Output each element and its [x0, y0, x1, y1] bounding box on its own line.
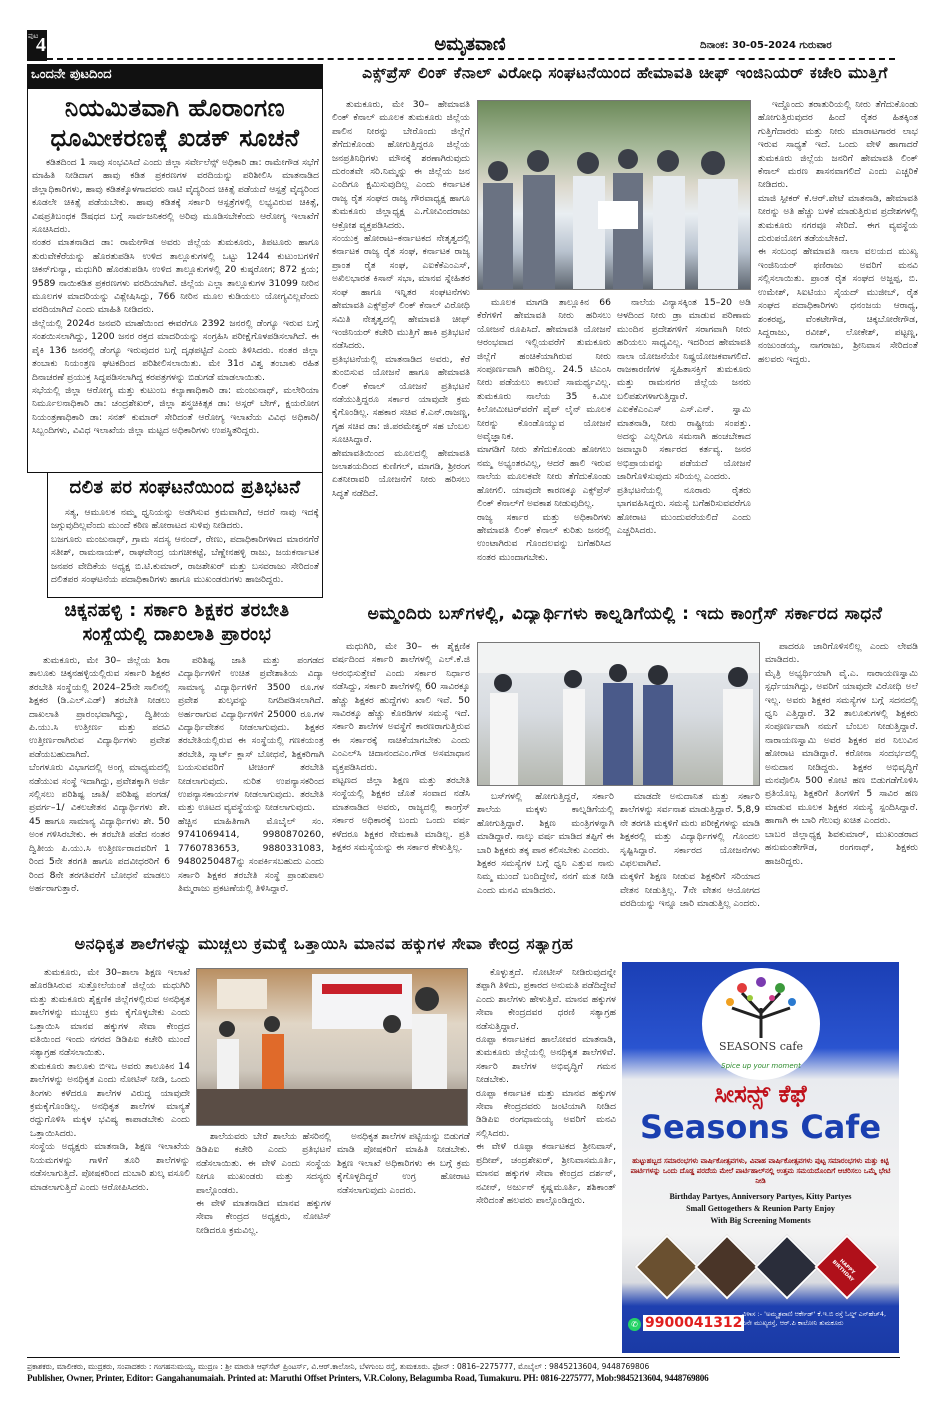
tree-logo-icon [702, 968, 820, 1048]
headline-chikkanahalli-1: ಚಿಕ್ಕನಹಳ್ಳಿ : ಸರ್ಕಾರಿ ಶಿಕ್ಷಕರ ತರಬೇತಿ [64, 600, 290, 621]
ad-description-english-1: Birthday Partyes, Anniversory Partyes, Kitty Partyes [669, 1192, 852, 1201]
header-divider [47, 58, 895, 60]
ad-address: ವಿಳಾಸ :- 'ಅಮ್ಮೃತವಾಣಿ ಆರ್ಕೇಡ್' ಕೆ.ಇ.ಬಿ ರಸ್ತೆ ಓಲ್ಡ್ ಎನ್‌ಹೆಚ್4, ಪಿನೇ ಮುಖ್ಯರಸ್ತೆ, ಆರ್.ಪಿ ಕಾಲೋನಿ ತುಮಕೂರು [742, 1310, 887, 1327]
headline-unauthorised-schools: ಅನಧಿಕೃತ ಶಾಲೆಗಳನ್ನು ಮುಚ್ಚಲು ಕ್ರಮಕ್ಕೆ ಒತ್ತಾಯಿಸಿ ಮಾನವ ಹಕ್ಕುಗಳ ಸೇವಾ ಕೇಂದ್ರ ಸತ್ಯಾಗ್ರಹ [74, 934, 574, 953]
ad-name-kannada: ಸೀಸನ್ಸ್ ಕೆಫೆ [714, 1080, 807, 1108]
article-column: ಕೊಳ್ಳುತ್ತದೆ. ನೋಟೀಸ್ ನೀಡಿರುವುದನ್ನೇ ತಪ್ಪಾಗಿ ತಿಳಿದು, ಪ್ರಕಾರದ ಅನುಮತಿ ಪಡೆದಿದ್ದೇವೆ ಎಂದು ಶಾಲೆಗಳು ಹೇಳುತ್ತಿವೆ. ಮಾನವ ಹಕ್ಕುಗಳ ಸೇವಾ ಕೇಂದ್ರದವರ ಧರಣಿ ಸತ್ಯಾಗ್ರಹ ನಡೆಸುತ್ತಿದ್ದಾರೆ. ರೂಪ್ಪಾ ಕರ್ನಾಟಕದ ಹಾಲೋವರ ಮಾತನಾಡಿ, ತುಮಕೂರು ಜಿಲ್ಲೆಯಲ್ಲಿ ಅನಧಿಕೃತ ಶಾಲೆಗಳಿವೆ. ಸರ್ಕಾರಿ ಶಾಲೆಗಳ ಅಭಿವೃದ್ಧಿಗೆ ಗಮನ ನೀಡಬೇಕು. ರೂಪ್ಪಾ ಕರ್ನಾಟಕ ಮತ್ತು ಮಾನವ ಹಕ್ಕುಗಳ ಸೇವಾ ಕೇಂದ್ರದವರು ಜಂಟಿಯಾಗಿ ನೀಡಿದ ಡಿಡಿಪಿಐ ರಂಗಧಾಮಯ್ಯ ಅವರಿಗೆ ಮನವಿ ಸಲ್ಲಿಸಿದರು. ಈ ವೇಳೆ ರೂಪ್ಪಾ ಕರ್ನಾಟಕದ ಶ್ರೀನಿವಾಸ್, ಪ್ರದೀಪ್, ಚಂದ್ರಶೇಖರ್, ಶ್ರೀನಿವಾಸಮೂರ್ತಿ, ಮಾನವ ಹಕ್ಕುಗಳ ಸೇವಾ ಕೇಂದ್ರದ ದರ್ಶನ್, ನವೀನ್, ಅರ್ಜುನ್ ಕೃಷ್ಣಮೂರ್ತಿ, ಶಶಿಕಾಂತ್ ಸೇರಿದಂತೆ ಹಲವರು ಪಾಲ್ಗೊಂಡಿದ್ದರು. [476, 967, 616, 1206]
article-column: ಪಾದರೂ ಜಾರಿಗೊಳಿಸಲಿಲ್ಲ ಎಂದು ಲೇವಡಿ ಮಾಡಿದರು. ಮೈತ್ರಿ ಅಭ್ಯರ್ಥಿಯಾಗಿ ವೈ.ಎ. ನಾರಾಯಣಸ್ವಾಮಿ ಸ್ಪರ್ಧೆಯಾಗಿದ್ದು, ಅವರಿಗೆ ಯಾವುದೇ ವಿರೋಧಿ ಅಲೆ ಇಲ್ಲ. ಅವರು ಶಿಕ್ಷಕರ ಸಮಸ್ಯೆಗಳ ಬಗ್ಗೆ ಸದನದಲ್ಲಿ ಧ್ವನಿ ಎತ್ತಿದ್ದಾರೆ. 32 ತಾಲೂಕುಗಳಲ್ಲಿ ಶಿಕ್ಷಕರು ಸಂಪೂರ್ಣವಾಗಿ ನಮಗೆ ಬೆಂಬಲ ನೀಡುತ್ತಿದ್ದಾರೆ. ನಾರಾಯಣಸ್ವಾಮಿ ಅವರ ಶಿಕ್ಷಕರ ಪರ ನಿಲುವಿನ ಹೋರಾಟ ಮಾಡಿದ್ದಾರೆ. ಕರೋನಾ ಸಂದರ್ಭದಲ್ಲಿ ಅನುದಾನ ನೀಡಿದ್ದರು. ಶಿಕ್ಷಕರ ಅಭಿವೃದ್ಧಿಗೆ ಮನವೊಲಿಸಿ 500 ಕೋಟಿ ಹಣ ಬಿಡುಗಡೆಗೊಳಿಸಿ ಪ್ರತಿಯೊಬ್ಬ ಶಿಕ್ಷಕರಿಗೆ ತಿಂಗಳಿಗೆ 5 ಸಾವಿರ ಹಣ ಮಾಡುವ ಮೂಲಕ ಶಿಕ್ಷಕರ ಸಮಸ್ಯೆ ಸ್ಪಂದಿಸಿದ್ದಾರೆ. ಹಾಗಾಗಿ ಈ ಬಾರಿ ಗೆಲುವು ಖಚಿತ ಎಂದರು. ಬಾಬರ ಜಿಲ್ಲಾಧ್ಯಕ್ಷ ಶಿವಕುಮಾರ್, ಮುಖಂಡರಾದ ಹನುಮಂತೇಗೌಡ, ರಂಗನಾಥ್, ಶಿಕ್ಷಕರು ಹಾಜರಿದ್ದರು. [765, 641, 918, 867]
photo-people-illustration [197, 969, 468, 1126]
article-column: ಶಾಲೆಯವರು ಬೇರೆ ಶಾಲೆಯ ಹೆಸರಿನಲ್ಲಿ ಡಿಡಿಪಿಐ ಕಚೇರಿ ಎಂದು ಪ್ರತಿಭಟನೆ ನಡೆಸಲಾಯಿತು. ಈ ವೇಳೆ ಎಂದು ಸಂಸ್ಥೆಯ ನೀಗೂ ಮುಖಂಡರು ಮತ್ತು ಸದಸ್ಯರು ಪಾಲ್ಗೊಂಡರು. ಈ ವೇಳೆ ಮಾತನಾಡಿದ ಮಾನವ ಹಕ್ಕುಗಳ ಸೇವಾ ಕೇಂದ್ರದ ಅಧ್ಯಕ್ಷರು, ನೋಟಿಸ್ ನೀಡಿದರೂ ಕ್ರಮವಿಲ್ಲ. [196, 1131, 331, 1236]
headline-fumigation-1: ನಿಯಮಿತವಾಗಿ ಹೊರಾಂಗಣ [64, 94, 286, 122]
headline-express-canal: ಎಕ್ಸ್‌ಪ್ರೆಸ್ ಲಿಂಕ್ ಕೆನಾಲ್ ವಿರೋಧಿ ಸಂಘಟನೆಯಿಂದ ಹೇಮಾವತಿ ಚೀಫ್ ಇಂಜಿನಿಯರ್ ಕಚೇರಿ ಮುತ್ತಿಗೆ [362, 64, 888, 82]
paper-name: ಅಮೃತವಾಣಿ [434, 34, 506, 55]
photo-people-illustration [478, 643, 760, 786]
article-column: ನಾಲೆಯ ವಿನ್ಯಾಸಕ್ಕಿಂತ 15–20 ಅಡಿ ಆಳದಿಂದ ನೀರು ಡ್ರಾ ಮಾಡುವ ಪರಿಣಾಮ ಮುಂದಿನ ಪ್ರದೇಶಗಳಿಗೆ ಸರಾಗವಾಗಿ ನೀರು ಹರಿಯಲು ಸಾಧ್ಯವಿಲ್ಲ. ಇದರಿಂದ ಹೇಮಾವತಿ ನಾಲಾ ಯೋಜನೆಯೇ ನಿಷ್ಪ್ರಯೋಜಕವಾಗಲಿದೆ. ರಾಜಕಾರಣಿಗಳ ಸ್ವಹಿತಾಸಕ್ತಿಗೆ ತುಮಕೂರು ಮತ್ತು ರಾಮನಗರ ಜಿಲ್ಲೆಯ ಜನರು ಬಲಿಪಶುಗಳಾಗುತ್ತಿದ್ದಾರೆ. ಎಐಕೆಕೆಎಂಎಸ್ ಎಸ್.ಎನ್. ಸ್ವಾಮಿ ಮಾತನಾಡಿ, ನೀರು ರಾಷ್ಟ್ರೀಯ ಸಂಪತ್ತು. ಅದನ್ನು ಎಲ್ಲರಿಗೂ ಸಮನಾಗಿ ಹಂಚಬೇಕಾದ ಜವಾಬ್ದಾರಿ ಸರ್ಕಾರದ ಕರ್ತವ್ಯ. ಜನರ ಅಭಿಪ್ರಾಯವನ್ನು ಪಡೆಯದೆ ಯೋಜನೆ ಜಾರಿಗೊಳಿಸುವುದು ಸರಿಯಲ್ಲ ಎಂದರು. ಪ್ರತಿಭಟನೆಯಲ್ಲಿ ನೂರಾರು ರೈತರು ಭಾಗವಹಿಸಿದ್ದರು. ಸಮಸ್ಯೆ ಬಗೆಹರಿಸುವವರೆಗೂ ಹೋರಾಟ ಮುಂದುವರೆಯಲಿದೆ ಎಂದು ಎಚ್ಚರಿಸಿದರು. [617, 297, 751, 536]
article-column: ತುಮಕೂರು, ಮೇ 30– ಹೇಮಾವತಿ ಲಿಂಕ್ ಕೆನಾಲ್ ಮೂಲಕ ತುಮಕೂರು ಜಿಲ್ಲೆಯ ಪಾಲಿನ ನೀರನ್ನು ಬೇರೊಂದು ಜಿಲ್ಲೆಗೆ ತೆಗೆದುಕೊಂಡು ಹೋಗುತ್ತಿದ್ದರೂ ಜಿಲ್ಲೆಯ ಜನಪ್ರತಿನಿಧಿಗಳು ಮೌನಕ್ಕೆ ಶರಣಾಗಿರುವುದು ದುರಂತವೇ ಸರಿ.ನಿಮ್ಮನ್ನು ಈ ಜಿಲ್ಲೆಯ ಜನ ಎಂದಿಗೂ ಕ್ಷಮಿಸುವುದಿಲ್ಲ ಎಂದು ಕರ್ನಾಟಕ ರಾಜ್ಯ ರೈತ ಸಂಘದ ರಾಜ್ಯ ಗೌರವಾಧ್ಯಕ್ಷ ಹಾಗೂ ತುಮಕೂರು ಜಿಲ್ಲಾಧ್ಯಕ್ಷ ಎ.ಗೋವಿಂದರಾಜು ಆಕ್ರೋಶ ವ್ಯಕ್ತಪಡಿಸಿದರು. ಸಂಯುಕ್ತ ಹೋರಾಟ–ಕರ್ನಾಟಕದ ನೇತೃತ್ವದಲ್ಲಿ ಕರ್ನಾಟಕ ರಾಜ್ಯ ರೈತ ಸಂಘ, ಕರ್ನಾಟಕ ರಾಜ್ಯ ಪ್ರಾಂತ ರೈತ ಸಂಘ, ಎಐಕೆಕೆಎಂಎಸ್, ಅಖಿಲಭಾರತ ಕಿಸಾನ್ ಸಭಾ, ಮಾನವ ಸ್ನೇಹಿತರ ಸಂಘ ಹಾಗೂ ಇನ್ನಿತರ ಸಂಘಟನೆಗಳು ಹೇಮಾವತಿ ಎಕ್ಸ್‌ಪ್ರೆಸ್ ಲಿಂಕ್ ಕೆನಾಲ್ ವಿರೋಧಿ ಸಮಿತಿ ನೇತೃತ್ವದಲ್ಲಿ ಹೇಮಾವತಿ ಚೀಫ್ ಇಂಜಿನಿಯರ್ ಕಚೇರಿ ಮುತ್ತಿಗೆ ಹಾಕಿ ಪ್ರತಿಭಟನೆ ನಡೆಸಿದರು. ಪ್ರತಿಭಟನೆಯಲ್ಲಿ ಮಾತನಾಡಿದ ಅವರು, ಕೆರೆ ತುಂಬಿಸುವ ಯೋಜನೆ ಹಾಗೂ ಹೇಮಾವತಿ ಲಿಂಕ್ ಕೆನಾಲ್ ಯೋಜನೆ ಪ್ರತಿಭಟನೆ ನಡೆಯುತ್ತಿದ್ದರೂ ಸರ್ಕಾರ ಯಾವುದೇ ಕ್ರಮ ಕೈಗೊಂಡಿಲ್ಲ. ಸಹಕಾರ ಸಚಿವ ಕೆ.ಎನ್.ರಾಜಣ್ಣ, ಗೃಹ ಸಚಿವ ಡಾ: ಜಿ.ಪರಮೇಶ್ವರ್ ಸಹ ಬೆಂಬಲ ಸೂಚಿಸಿದ್ದಾರೆ. ಹೇಮಾವತಿಯಿಂದ ಮೂಲದಲ್ಲಿ ಹೇಮಾವತಿ ಜಲಾಶಯದಿಂದ ಕುಣಿಗಲ್, ಮಾಗಡಿ, ಶ್ರೀರಂಗ ಏತನೀರಾವರಿ ಯೋಜನೆಗೆ ನೀರು ಹರಿಸಲು ಸಿದ್ಧತೆ ನಡೆದಿದೆ. [332, 99, 470, 499]
imprint-kannada: ಪ್ರಕಾಶಕರು, ಮಾಲೀಕರು, ಮುದ್ರಕರು, ಸಂಪಾದಕರು : ಗಂಗಹನುಮಯ್ಯ, ಮುದ್ರಣ : ಶ್ರೀ ಮಾರುತಿ ಆಫ್‌ಸೆಟ್ ಪ್ರಿಂಟರ್ಸ್, ವಿ.ಆರ್.ಕಾಲೋನಿ, ಬೆಳಗುಂಬ ರಸ್ತೆ, ತುಮಕೂರು. ಫೋನ್ : 0816–2275777, ಮೊಬೈಲ್ : 9845213604, 9448769806 [27, 1362, 650, 1371]
ad-photo-birthday [814, 1234, 879, 1299]
ad-photo-screen [754, 1234, 819, 1299]
logo-wordmark: SEASONS cafe [718, 1040, 804, 1053]
photo-people-illustration [478, 101, 751, 290]
page-label: ಪುಟ [28, 32, 39, 40]
page-number: 4 [36, 34, 46, 56]
article-column: ಇದ್ದೊಂದು ತರಾತುರಿಯಲ್ಲಿ ನೀರು ತೆಗೆದುಕೊಂಡು ಹೋಗುತ್ತಿರುವುದರ ಹಿಂದೆ ರೈತರ ಹಿತಕ್ಕಿಂತ ಗುತ್ತಿಗೆದಾರರು ಮತ್ತು ನೀರು ಮಾರಾಟಗಾರರ ಲಾಭ ಇರುವ ಸಾಧ್ಯತೆ ಇದೆ. ಒಂದು ವೇಳೆ ಹಾಗಾದರೆ ತುಮಕೂರು ಜಿಲ್ಲೆಯ ಜನರಿಗೆ ಹೇಮಾವತಿ ಲಿಂಕ್ ಕೆನಾಲ್ ಮರಣ ಶಾಸನವಾಗಲಿದೆ ಎಂದು ಎಚ್ಚರಿಕೆ ನೀಡಿದರು. ಮಾಜಿ ಸ್ಪೀಕರ್ ಕೆ.ಆರ್.ಪೇಟೆ ಮಾತನಾಡಿ, ಹೇಮಾವತಿ ನೀರನ್ನು ಅತಿ ಹೆಚ್ಚು ಬಳಕೆ ಮಾಡುತ್ತಿರುವ ಪ್ರದೇಶಗಳಲ್ಲಿ ತುಮಕೂರು ನಗರವೂ ಸೇರಿದೆ. ಈಗ ವ್ಯವಸ್ಥೆಯ ದುರುಪಯೋಗ ತಡೆಯಬೇಕಿದೆ. ಈ ಸಂಬಂಧ ಹೇಮಾವತಿ ನಾಲಾ ವಲಯದ ಮುಖ್ಯ ಇಂಜಿನಿಯರ್ ಫಣಿರಾಜು ಅವರಿಗೆ ಮನವಿ ಸಲ್ಲಿಸಲಾಯಿತು. ಪ್ರಾಂತ ರೈತ ಸಂಘದ ಅಜ್ಜಪ್ಪ, ಬಿ. ಉಮೇಶ್, ಸಿಐಟಿಯು ಸೈಯದ್ ಮುಜೀಬ್, ರೈತ ಸಂಘದ ಪದಾಧಿಕಾರಿಗಳು ಧನಂಜಯ ಆರಾಧ್ಯ, ಶಂಕರಪ್ಪ, ವೆಂಕಟೇಗೌಡ, ಚಿಕ್ಕಬೋರೇಗೌಡ, ಸಿದ್ದರಾಜು, ರವೀಶ್, ಲೋಕೇಶ್, ಪಟ್ಟಣ್ಣ, ನಂಜುಂಡಯ್ಯ, ನಾಗರಾಜು, ಶ್ರೀನಿವಾಸ ಸೇರಿದಂತೆ ಹಲವರು ಇದ್ದರು. [758, 99, 918, 365]
issue-date: ದಿನಾಂಕ: 30-05-2024 ಗುರುವಾರ [700, 40, 832, 51]
article-column: ತುಮಕೂರು, ಮೇ 30–ಶಾಲಾ ಶಿಕ್ಷಣ ಇಲಾಖೆ ಹೊರಡಿಸಿರುವ ಸುತ್ತೋಲೆಯಂತೆ ಜಿಲ್ಲೆಯ ಮಧುಗಿರಿ ಮತ್ತು ತುಮಕೂರು ಶೈಕ್ಷಣಿಕ ಜಿಲ್ಲೆಗಳಲ್ಲಿರುವ ಅನಧಿಕೃತ ಶಾಲೆಗಳನ್ನು ಮುಚ್ಚಲು ಕ್ರಮ ಕೈಗೊಳ್ಳಬೇಕು ಎಂದು ಒತ್ತಾಯಿಸಿ ಮಾನವ ಹಕ್ಕುಗಳ ಸೇವಾ ಕೇಂದ್ರದ ವತಿಯಿಂದ ಇಂದು ನಗರದ ಡಿಡಿಪಿಐ ಕಚೇರಿ ಮುಂದೆ ಸತ್ಯಾಗ್ರಹ ನಡೆಸಲಾಯಿತು. ತುಮಕೂರು ತಾಲೂಕು ಬಿಇಒ ಅವರು ತಾಲೂಕಿನ 14 ಶಾಲೆಗಳನ್ನು ಅನಧಿಕೃತ ಎಂದು ನೋಟಿಸ್ ನೀಡಿ, ಒಂದು ತಿಂಗಳು ಕಳೆದರೂ ಶಾಲೆಗಳ ವಿರುದ್ಧ ಯಾವುದೇ ಕ್ರಮಕೈಗೊಂಡಿಲ್ಲ. ಅನಧಿಕೃತ ಶಾಲೆಗಳ ಮಾನ್ಯತೆ ರದ್ದುಗೊಳಿಸಿ ಮಕ್ಕಳ ಭವಿಷ್ಯ ಕಾಪಾಡಬೇಕು ಎಂದು ಒತ್ತಾಯಿಸಿದರು. ಸಂಸ್ಥೆಯ ಅಧ್ಯಕ್ಷರು ಮಾತನಾಡಿ, ಶಿಕ್ಷಣ ಇಲಾಖೆಯ ನಿಯಮಗಳನ್ನು ಗಾಳಿಗೆ ತೂರಿ ಶಾಲೆಗಳನ್ನು ನಡೆಸಲಾಗುತ್ತಿದೆ. ಪೋಷಕರಿಂದ ದುಬಾರಿ ಶುಲ್ಕ ವಸೂಲಿ ಮಾಡಲಾಗುತ್ತಿದೆ ಎಂದು ಆರೋಪಿಸಿದರು. [30, 967, 190, 1193]
article-column: ಮೂಲಕ ಮಾಗಡಿ ತಾಲ್ಲೂಕಿನ 66 ಕೆರೆಗಳಿಗೆ ಹೇಮಾವತಿ ನೀರು ಹರಿಸಲು ಯೋಜನೆ ರೂಪಿಸಿದೆ. ಹೇಮಾವತಿ ಯೋಜನೆ ಆರಂಭವಾದ ಇಲ್ಲಿಯವರೆಗೆ ತುಮಕೂರು ಜಿಲ್ಲೆಗೆ ಹಂಚಿಕೆಯಾಗಿರುವ ನೀರು ಸಂಪೂರ್ಣವಾಗಿ ಹರಿದಿಲ್ಲ. 24.5 ಟಿಎಂಸಿ ನೀರು ಪಡೆಯಲು ಕಾಲುವೆ ಸಾಮರ್ಥ್ಯವಿಲ್ಲ. ತುಮಕೂರು ನಾಲೆಯ 35 ಕಿ.ಮೀ ಕಿಲೋಮೀಟರ್‌ವರೆಗೆ ಪೈಪ್ ಲೈನ್ ಮೂಲಕ ನೀರನ್ನು ಕೊಂಡೊಯ್ಯುವ ಯೋಜನೆ ಅವೈಜ್ಞಾನಿಕ. ಮಾಗಡಿಗೆ ನೀರು ತೆಗೆದುಕೊಂಡು ಹೋಗಲು ನಮ್ಮ ಅಭ್ಯಂತರವಿಲ್ಲ, ಆದರೆ ಹಾಲಿ ಇರುವ ನಾಲೆಯ ಮೂಲಕವೇ ನೀರು ತೆಗೆದುಕೊಂಡು ಹೋಗಲಿ. ಯಾವುದೇ ಕಾರಣಕ್ಕೂ ಎಕ್ಸ್‌ಪ್ರೆಸ್ ಲಿಂಕ್ ಕೆನಾಲ್‌ಗೆ ಅವಕಾಶ ನೀಡುವುದಿಲ್ಲ. ರಾಜ್ಯ ಸರ್ಕಾರ ಮತ್ತು ಅಧಿಕಾರಿಗಳು ಹೇಮಾವತಿ ಲಿಂಕ್ ಕೆನಾಲ್ ಕುರಿತು ಜನರಲ್ಲಿ ಉಂಟಾಗಿರುವ ಗೊಂದಲವನ್ನು ಬಗೆಹರಿಸಿದ ನಂತರ ಮುಂದಾಗಬೇಕು. [477, 297, 611, 563]
ad-tagline: Spice up your moment [721, 1062, 801, 1070]
ad-name-english: Seasons Cafe [639, 1108, 882, 1146]
article-column: ಬಸ್‌ಗಳಲ್ಲಿ ಹೋಗುತ್ತಿದ್ದರೆ, ಸರ್ಕಾರಿ ಶಾಲೆಯ ಮಕ್ಕಳು ಕಾಲ್ನಡಿಗೆಯಲ್ಲಿ ಹೋಗುತ್ತಿದ್ದಾರೆ. ಶಿಕ್ಷಣ ಮಂತ್ರಿಗಳನ್ನಾಗಿ ಮಾಡಿದ್ದಾರೆ. ನಾಲ್ಕು ವರ್ಷ ಮಾಡಿದ ತಪ್ಪಿಗೆ ಈ ಬಾರಿ ಶಿಕ್ಷಕರು ತಕ್ಕ ಪಾಠ ಕಲಿಸಬೇಕು ಎಂದರು. ಶಿಕ್ಷಕರ ಸಮಸ್ಯೆಗಳ ಬಗ್ಗೆ ಧ್ವನಿ ಎತ್ತುವ ನಾನು ನಿಮ್ಮ ಮುಂದೆ ಬಂದಿದ್ದೇನೆ, ನನಗೆ ಮತ ನೀಡಿ ಎಂದು ಮನವಿ ಮಾಡಿದರು. [477, 791, 614, 896]
headline-ammandiru: ಅಮ್ಮಂದಿರು ಬಸ್‌ಗಳಲ್ಲಿ, ವಿದ್ಯಾರ್ಥಿಗಳು ಕಾಲ್ನಡಿಗೆಯಲ್ಲಿ : ಇದು ಕಾಂಗ್ರೆಸ್ ಸರ್ಕಾರದ ಸಾಧನೆ [367, 604, 883, 624]
photo-satyagraha [196, 968, 468, 1126]
ad-description-kannada: ಹುಟ್ಟುಹಬ್ಬದ ಸಮಾರಂಭಗಳು ವಾರ್ಷಿಕೋತ್ಸವಗಳು, ವಿವಾಹ ವಾರ್ಷಿಕೋತ್ಸವಗಳು ಪುಟ್ಟ ಸಮಾರಂಭಗಳು ಮತ್ತು ಕಿಟ್ಟಿ ಪಾರ್ಟಿಗಳನ್ನು ಒಂದು ದೊಡ್ಡ ಪರದೆಯ ಮೇಲೆ ಪಾರ್ಟಿಹಾಲ್‌ನಲ್ಲಿ ಉತ್ತಮ ಸಮಯದೊಂದಿಗೆ ಆಚರಿಸಲು ಒಮ್ಮೆ ಭೇಟಿ ನೀಡಿ [630, 1157, 891, 1185]
article-column: ಮಧುಗಿರಿ, ಮೇ 30– ಈ ಶೈಕ್ಷಣಿಕ ವರ್ಷದಿಂದ ಸರ್ಕಾರಿ ಶಾಲೆಗಳಲ್ಲಿ ಎಲ್.ಕೆ.ಜಿ ಆರಂಭಿಸುತ್ತೇವೆ ಎಂದು ಸರ್ಕಾರ ನಿರ್ಧಾರ ನಡೆಸಿದ್ದು, ಸರ್ಕಾರಿ ಶಾಲೆಗಳಲ್ಲಿ 60 ಸಾವಿರಕ್ಕೂ ಹೆಚ್ಚು ಶಿಕ್ಷಕರ ಹುದ್ದೆಗಳು ಖಾಲಿ ಇವೆ. 50 ಸಾವಿರಕ್ಕೂ ಹೆಚ್ಚು ಕೊಠಡಿಗಳ ಸಮಸ್ಯೆ ಇದೆ. ಸರ್ಕಾರಿ ಶಾಲೆಗಳ ಅವಸ್ಥೆಗೆ ಕಾರಣರಾಗುತ್ತಿರುವ ಈ ಸರ್ಕಾರಕ್ಕೆ ನಾಚಿಕೆಯಾಗಬೇಕು ಎಂದು ಎಂಎಲ್‌ಸಿ ಚಿದಾನಂದಎಂ.ಗೌಡ ಅಸಮಾಧಾನ ವ್ಯಕ್ತಪಡಿಸಿದರು. ಪಟ್ಟಣದ ಜಿಲ್ಲಾ ಶಿಕ್ಷಣ ಮತ್ತು ತರಬೇತಿ ಸಂಸ್ಥೆಯಲ್ಲಿ ಶಿಕ್ಷಕರ ಜೊತೆ ಸಂವಾದ ನಡೆಸಿ ಮಾತನಾಡಿದ ಅವರು, ರಾಜ್ಯದಲ್ಲಿ ಕಾಂಗ್ರೆಸ್ ಸರ್ಕಾರ ಅಧಿಕಾರಕ್ಕೆ ಬಂದು ಒಂದು ವರ್ಷ ಕಳೆದರೂ ಶಿಕ್ಷಕರ ನೇಮಕಾತಿ ಮಾಡಿಲ್ಲ. ಪ್ರತಿ ಶಿಕ್ಷಕರ ಸಮಸ್ಯೆಯನ್ನು ಈ ಸರ್ಕಾರ ಕೇಳುತ್ತಿಲ್ಲ. [332, 641, 470, 854]
footer-divider [27, 1357, 900, 1358]
article-column: ಮಾಡದೇ ಅನುದಾನಿತ ಮತ್ತು ಸರ್ಕಾರಿ ಶಾಲೆಗಳನ್ನು ಸರ್ವನಾಶ ಮಾಡುತ್ತಿದ್ದಾರೆ. 5,8,9 ನೇ ತರಗತಿ ಮಕ್ಕಳಿಗೆ ಮರು ಪರೀಕ್ಷೆಗಳನ್ನು ಮಾಡಿ ಶಿಕ್ಷಕರಲ್ಲಿ ಮತ್ತು ವಿದ್ಯಾರ್ಥಿಗಳಲ್ಲಿ ಗೊಂದಲ ಸೃಷ್ಟಿಸಿದ್ದಾರೆ. ಸರ್ಕಾರದ ಯೋಜನೆಗಳು ವಿಫಲವಾಗಿವೆ. ಮಕ್ಕಳಿಗೆ ಶಿಕ್ಷಣ ನೀಡುವ ಶಿಕ್ಷಕರಿಗೆ ಸರಿಯಾದ ವೇತನ ನೀಡುತ್ತಿಲ್ಲ. 7ನೇ ವೇತನ ಆಯೋಗದ ವರದಿಯನ್ನು ಇನ್ನೂ ಜಾರಿ ಮಾಡುತ್ತಿಲ್ಲ ಎಂದರು. [620, 791, 760, 910]
ad-photo-decor [634, 1234, 699, 1299]
article-body-fumigation: ಕಡಿತದಿಂದ 1 ಸಾವು ಸಂಭವಿಸಿದೆ ಎಂದು ಜಿಲ್ಲಾ ಸರ್ವೇಲೆನ್ಸ್ ಅಧಿಕಾರಿ ಡಾ: ರಾಮೇಗೌಡ ಸಭೆಗೆ ಮಾಹಿತಿ ನೀಡಿದಾಗ ಹಾವು ಕಡಿತ ಪ್ರಕರಣಗಳ ವರದಿಯನ್ನು ಪರಿಶೀಲಿಸಿ ಮಾತನಾಡಿದ ಜಿಲ್ಲಾಧಿಕಾರಿಗಳು, ಹಾವು ಕಡಿತಕ್ಕೊಳಗಾದವರು ನಾಟಿ ವೈದ್ಯರಿಂದ ಚಿಕಿತ್ಸೆ ಪಡೆಯದೆ ಆಸ್ಪತ್ರೆ ವೈದ್ಯರಿಂದ ಕೂಡಲೇ ಚಿಕಿತ್ಸೆ ಪಡೆಯಬೇಕು. ಹಾವು ಕಡಿತಕ್ಕೆ ಸರ್ಕಾರಿ ಆಸ್ಪತ್ರೆಗಳಲ್ಲಿ ಲಭ್ಯವಿರುವ ಚಿಕಿತ್ಸೆ, ವಿಷಪ್ರತಿಬಂಧಕ ಔಷಧದ ಬಗ್ಗೆ ಸಾರ್ವಜನಿಕರಲ್ಲಿ ಅರಿವು ಮೂಡಿಸಬೇಕೆಂದು ಆರೋಗ್ಯ ಇಲಾಖೆಗೆ ಸೂಚಿಸಿದರು. ನಂತರ ಮಾತನಾಡಿದ ಡಾ: ರಾಮೇಗೌಡ ಅವರು ಜಿಲ್ಲೆಯ ತುಮಕೂರು, ತಿಪಟೂರು ಹಾಗೂ ತುರುವೇಕೆರೆಯನ್ನು ಹೊರತುಪಡಿಸಿ ಉಳಿದ ತಾಲ್ಲೂಕುಗಳಲ್ಲಿ ಒಟ್ಟು 1244 ಕುಟುಂಬಗಳಿಗೆ ಚಿಕನ್‌ಗುನ್ಯಾ, ಮಧುಗಿರಿ ಹೊರತುಪಡಿಸಿ ಉಳಿದ ತಾಲ್ಲೂಕುಗಳಲ್ಲಿ 20 ಕುಷ್ಠರೋಗ; 872 ಕ್ಷಯ; 9589 ನಾಯಿಕಡಿತ ಪ್ರಕರಣಗಳು ವರದಿಯಾಗಿವೆ. ಜಿಲ್ಲೆಯ ಎಲ್ಲಾ ತಾಲ್ಲೂಕುಗಳ 31099 ನೀರಿನ ಮೂಲಗಳ ಮಾದರಿಯನ್ನು ವಿಶ್ಲೇಷಿಸಿದ್ದು, 766 ನೀರಿನ ಮೂಲ ಕುಡಿಯಲು ಯೋಗ್ಯವಿಲ್ಲವೆಂದು ವರದಿಯಾಗಿದೆ ಎಂದು ಮಾಹಿತಿ ನೀಡಿದರು. ಜಿಲ್ಲೆಯಲ್ಲಿ 2024ರ ಜನವರಿ ಮಾಹೆಯಿಂದ ಈವರೆಗೂ 2392 ಜನರಲ್ಲಿ ಡೆಂಗ್ಯೂ ಇರುವ ಬಗ್ಗೆ ಸಂಶಯಿಸಲಾಗಿದ್ದು, 1200 ಜನರ ರಕ್ತದ ಮಾದರಿಯನ್ನು ಸಂಗ್ರಹಿಸಿ ಪರೀಕ್ಷೆಗೊಳಪಡಿಸಲಾಗಿದೆ. ಈ ಪೈಕಿ 136 ಜನರಲ್ಲಿ ಡೆಂಗ್ಯೂ ಇರುವುದರ ಬಗ್ಗೆ ದೃಢಪಟ್ಟಿದೆ ಎಂದು ತಿಳಿಸಿದರು. ನಂತರ ಜಿಲ್ಲಾ ತಂಬಾಕು ನಿಯಂತ್ರಣ ಘಟಕದಿಂದ ಪರಿಶೀಲಿಸಲಾಯಿತು. ಮೇ 31ರ ವಿಶ್ವ ತಂಬಾಕು ರಹಿತ ದಿನಾಚರಣೆ ಪ್ರಯುಕ್ತ ಸಿದ್ಧಪಡಿಸಲಾಗಿದ್ದ ಕರಪತ್ರಗಳನ್ನು ಬಿಡುಗಡೆ ಮಾಡಲಾಯಿತು. ಸಭೆಯಲ್ಲಿ ಜಿಲ್ಲಾ ಆರೋಗ್ಯ ಮತ್ತು ಕುಟುಂಬ ಕಲ್ಯಾಣಾಧಿಕಾರಿ ಡಾ: ಮಂಜುನಾಥ್, ಮಲೇರಿಯಾ ನಿರ್ಮೂಲನಾಧಿಕಾರಿ ಡಾ: ಚಂದ್ರಶೇಖರ್, ಜಿಲ್ಲಾ ಶಸ್ತ್ರಚಿಕಿತ್ಸಕ ಡಾ: ಅಸ್ಗರ್ ಬೇಗ್, ಕ್ಷಯರೋಗ ನಿಯಂತ್ರಣಾಧಿಕಾರಿ ಡಾ: ಸನತ್ ಕುಮಾರ್ ಸೇರಿದಂತೆ ಆರೋಗ್ಯ ಇಲಾಖೆಯ ವಿವಿಧ ಅಧಿಕಾರಿ/ಸಿಬ್ಬಂದಿಗಳು, ವಿವಿಧ ಇಲಾಖೆಯ ಜಿಲ್ಲಾ ಮಟ್ಟದ ಅಧಿಕಾರಿಗಳು ಉಪಸ್ಥಿತರಿದ್ದರು. [32, 157, 319, 437]
page-number-box [27, 30, 47, 61]
article-column: ತುಮಕೂರು, ಮೇ 30– ಜಿಲ್ಲೆಯ ಶಿರಾ ತಾಲೂಕು ಚಿಕ್ಕನಹಳ್ಳಿಯಲ್ಲಿರುವ ಸರ್ಕಾರಿ ಶಿಕ್ಷಕರ ತರಬೇತಿ ಸಂಸ್ಥೆಯಲ್ಲಿ 2024–25ನೇ ಸಾಲಿನಲ್ಲಿ ಶಿಕ್ಷಕರ (ಡಿ.ಎಲ್.ಎಡ್) ತರಬೇತಿ ನೀಡಲು ದಾಖಲಾತಿ ಪ್ರಾರಂಭವಾಗಿದ್ದು, ದ್ವಿತೀಯ ಪಿ.ಯು.ಸಿ ಉತ್ತೀರ್ಣ ಮತ್ತು ಪದವಿ ಉತ್ತೀರ್ಣರಾಗಿರುವ ವಿದ್ಯಾರ್ಥಿಗಳು ಪ್ರವೇಶ ಪಡೆಯಬಹುದಾಗಿದೆ. ಬೆಂಗಳೂರು ವಿಭಾಗದಲ್ಲಿ ಅಂಗ್ಲ ಮಾಧ್ಯಮದಲ್ಲಿ ನಡೆಯುವ ಸಂಸ್ಥೆ ಇದಾಗಿದ್ದು, ಪ್ರವೇಶಕ್ಕಾಗಿ ಅರ್ಜಿ ಸಲ್ಲಿಸಲು ಪರಿಶಿಷ್ಟ ಜಾತಿ/ ಪರಿಶಿಷ್ಟ ಪಂಗಡ/ ಪ್ರವರ್ಗ–1/ ವಿಕಲಚೇತನ ವಿದ್ಯಾರ್ಥಿಗಳು ಶೇ. 45 ಹಾಗೂ ಸಾಮಾನ್ಯ ವಿದ್ಯಾರ್ಥಿಗಳು ಶೇ. 50 ಅಂಕ ಗಳಿಸಿರಬೇಕು. ಈ ತರಬೇತಿ ಪಡೆದ ನಂತರ ದ್ವಿತೀಯ ಪಿ.ಯು.ಸಿ ಉತ್ತೀರ್ಣರಾದವರಿಗೆ 1 ರಿಂದ 5ನೇ ತರಗತಿ ಹಾಗೂ ಪದವೀಧರರಿಗೆ 6 ರಿಂದ 8ನೇ ತರಗತಿವರೆಗೆ ಬೋಧನೆ ಮಾಡಲು ಅರ್ಹರಾಗುತ್ತಾರೆ. [29, 655, 170, 894]
headline-chikkanahalli-2: ಸಂಸ್ಥೆಯಲ್ಲಿ ದಾಖಲಾತಿ ಪ್ರಾರಂಭ [82, 624, 272, 645]
headline-fumigation-2: ಧೂಮೀಕರಣಕ್ಕೆ ಖಡಕ್ ಸೂಚನೆ [50, 124, 300, 152]
ad-photo-recliners [694, 1234, 759, 1299]
seasons-cafe-advertisement [622, 962, 899, 1353]
imprint-english: Publisher, Owner, Printer, Editor: Gangahanumaiah. Printed at: Maruthi Offset Printers, V.R.Colony, Belagumba Road, Tumakuru. PH: 0816-2275777, Mob:9845213604, 9448769806 [27, 1373, 709, 1383]
ad-description-english-3: With Big Screening Moments [710, 1216, 811, 1225]
whatsapp-icon: ✆ [628, 1318, 641, 1331]
ad-phone-number: 9900041312 [645, 1315, 743, 1331]
article-body-dalita: ಸತ್ಯ, ಆಮೂಲಕ ನಮ್ಮ ಧ್ವನಿಯನ್ನು ಅಡಗಿಸುವ ಕ್ರಮವಾಗಿದೆ, ಆದರೆ ನಾವು ಇದಕ್ಕೆ ಜಗ್ಗುವುದಿಲ್ಲವೆಂದು ಮುಂದೆ ಕಠಿಣ ಹೋರಾಟದ ಸುಳಿವು ನೀಡಿದರು. ಬಜಗೂರು ಮಂಜುನಾಥ್, ಗ್ರಾಮ ಸದಸ್ಯ ಆನಂದ್, ರೇಣು, ಪದಾಧಿಕಾರಿಗಳಾದ ಮಾರನಗೆರೆ ಸತೀಶ್, ರಾಮನಾಯಕ್, ರಾಘವೇಂದ್ರ ಯಗಚೀಕಟ್ಟೆ, ಬೆಣ್ಣೇನಹಳ್ಳಿ ರಾಜು, ಜಯಕರ್ನಾಟಕ ಜನಪರ ವೇದಿಕೆಯ ಅಧ್ಯಕ್ಷ ಬಿ.ಟಿ.ಕುಮಾರ್, ರಾಜಶೇಖರ್ ಮತ್ತು ಬಸವರಾಜು ಸೇರಿದಂತೆ ದಲಿತಪರ ಸಂಘಟನೆಯ ಪದಾಧಿಕಾರಿಗಳು ಹಾಗೂ ಮುಖಂಡರುಗಳು ಹಾಜರಿದ್ದರು. [51, 507, 319, 586]
cafe-logo [702, 968, 820, 1080]
article-column: ಅನಧಿಕೃತ ಶಾಲೆಗಳ ಪಟ್ಟಿಯನ್ನು ಬಿಡುಗಡೆ ಮಾಡಿ ಪೋಷಕರಿಗೆ ಮಾಹಿತಿ ನೀಡಬೇಕು. ಶಿಕ್ಷಣ ಇಲಾಖೆ ಅಧಿಕಾರಿಗಳು ಈ ಬಗ್ಗೆ ಕ್ರಮ ಕೈಗೊಳ್ಳದಿದ್ದರೆ ಉಗ್ರ ಹೋರಾಟ ನಡೆಸಲಾಗುವುದು ಎಂದರು. [337, 1131, 470, 1196]
ad-description-english-2: Small Gettogethers & Reunion Party Enjoy [686, 1204, 835, 1213]
happy-birthday-banner: HAPPY BIRTHDAY [830, 1258, 856, 1284]
article-column: ಪರಿಶಿಷ್ಟ ಜಾತಿ ಮತ್ತು ಪಂಗಡದ ವಿದ್ಯಾರ್ಥಿಗಳಿಗೆ ಉಚಿತ ಪ್ರವೇಶಾತಿಯ ವಿದ್ಯಾ ಸಾಮಾನ್ಯ ವಿದ್ಯಾರ್ಥಿಗಳಿಗೆ 3500 ರೂ.ಗಳ ಪ್ರವೇಶ ಶುಲ್ಕವನ್ನು ನಿಗದಿಪಡಿಸಲಾಗಿದೆ. ಅರ್ಹರಾಗುವ ವಿದ್ಯಾರ್ಥಿಗಳಿಗೆ 25000 ರೂ.ಗಳ ವಿದ್ಯಾರ್ಥಿವೇತನ ನೀಡಲಾಗುವುದು. ಶಿಕ್ಷಕರ ತರಬೇತಿಯಲ್ಲಿರುವ ಈ ಸಂಸ್ಥೆಯಲ್ಲಿ ಗಣಕಯಂತ್ರ ತರಬೇತಿ, ಸ್ಮಾರ್ಟ್ ಕ್ಲಾಸ್ ಬೋಧನೆ, ಶಿಕ್ಷಕರಿಗಾಗಿ ಬಯಸುವವರಿಗೆ ಟೀಚಿಂಗ್ ತರಬೇತಿ ನೀಡಲಾಗುವುದು. ನುರಿತ ಉಪನ್ಯಾಸಕರಿಂದ ಉಪನ್ಯಾಸಕಾರ್ಯಗಳ ನೀಡಲಾಗುವುದು. ತರಬೇತಿ ಮತ್ತು ಊಟದ ವ್ಯವಸ್ಥೆಯನ್ನು ನೀಡಲಾಗುವುದು. ಹೆಚ್ಚಿನ ಮಾಹಿತಿಗಾಗಿ ಮೊಬೈಲ್ ಸಂ. 9741069414, 9980870260, 7760783653, 9880331083, 9480250487ನ್ನು ಸಂಪರ್ಕಿಸಬಹುದು ಎಂದು ಸರ್ಕಾರಿ ಶಿಕ್ಷಕರ ತರಬೇತಿ ಸಂಸ್ಥೆ ಪ್ರಾಂಶುಪಾಲ ತಿಮ್ಮರಾಜು ಪ್ರಕಟಣೆಯಲ್ಲಿ ತಿಳಿಸಿದ್ದಾರೆ. [178, 655, 324, 894]
headline-dalita-protest: ದಲಿತ ಪರ ಸಂಘಟನೆಯಿಂದ ಪ್ರತಿಭಟನೆ [69, 477, 301, 498]
section-label-bar: ಒಂದನೇ ಪುಟದಿಂದ [27, 64, 323, 88]
photo-protest-memorandum [477, 100, 751, 290]
photo-mlc-interaction [477, 642, 760, 786]
